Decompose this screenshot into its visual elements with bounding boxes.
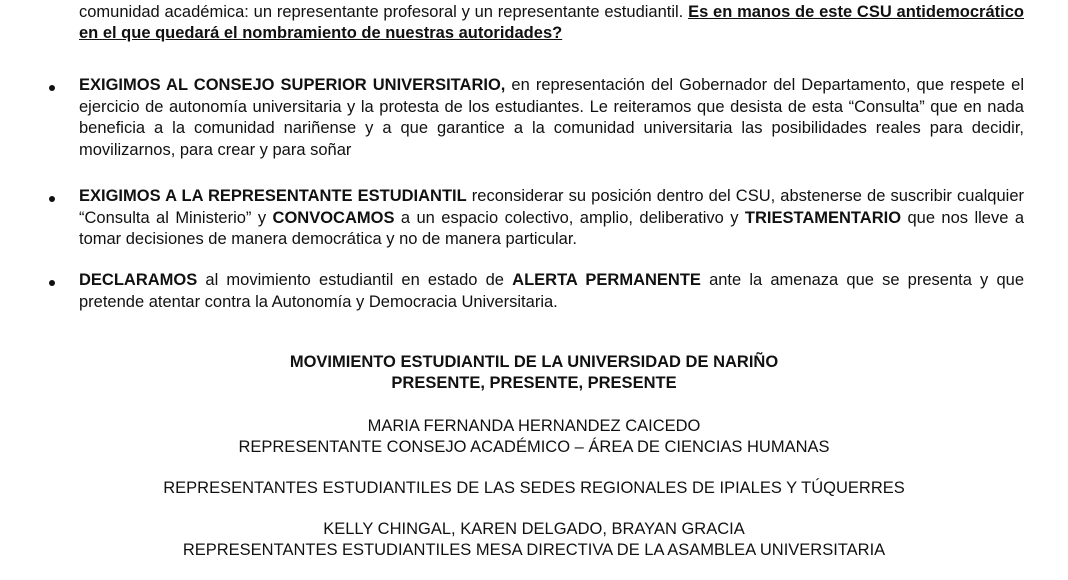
regional-representatives: REPRESENTANTES ESTUDIANTILES DE LAS SEDES REGIONALES DE IPIALES Y TÚQUERRES <box>163 479 905 497</box>
bullet-bold-lead: EXIGIMOS A LA REPRESENTANTE ESTUDIANTIL <box>79 187 467 205</box>
bullet-bold-alerta: ALERTA PERMANENTE <box>512 271 701 289</box>
bullet-text: en representación del Gobernador del Departamento, que respete el ejercicio de autonomía universitaria y la protesta de los estudiantes. Le reiteramos que desista de esta “Consulta” que en nada beneficia a la comunidad nariñense y a que garantice a la comunidad universitaria las posibilidades reales para decidir, movilizarnos, para crear y para soñar <box>79 76 1024 159</box>
assembly-names: KELLY CHINGAL, KAREN DELGADO, BRAYAN GRACIA <box>323 520 745 538</box>
bullet-text: al movimiento estudiantil en estado de <box>197 271 513 289</box>
bullet-text: ante la amenaza que se presenta y que pretende atentar contra la Autonomía y Democracia Universitaria. <box>79 271 1024 311</box>
representative-role: REPRESENTANTE CONSEJO ACADÉMICO – ÁREA DE CIENCIAS HUMANAS <box>238 438 830 456</box>
bullet-bold-triestamentario: TRIESTAMENTARIO <box>744 208 902 227</box>
movement-slogan: PRESENTE, PRESENTE, PRESENTE <box>391 374 677 392</box>
assembly-block <box>0 519 1068 561</box>
bullet-item-consejo <box>79 75 1024 161</box>
assembly-role: REPRESENTANTES ESTUDIANTILES MESA DIRECTIVA DE LA ASAMBLEA UNIVERSITARIA <box>182 541 886 559</box>
bullet-bold-lead: DECLARAMOS <box>79 271 198 289</box>
bullet-bold-convocamos: CONVOCAMOS <box>272 208 395 227</box>
bullet-bold-lead: EXIGIMOS AL CONSEJO SUPERIOR UNIVERSITARIO, <box>79 76 506 94</box>
bullet-item-declaramos <box>79 270 1024 313</box>
intro-paragraph <box>79 2 1024 44</box>
bullet-dot <box>49 280 55 286</box>
bullet-dot <box>49 196 55 202</box>
regional-block <box>0 478 1068 499</box>
representative-block <box>0 416 1068 458</box>
representative-name: MARIA FERNANDA HERNANDEZ CAICEDO <box>367 417 701 435</box>
bullet-text: a un espacio colectivo, amplio, deliberativo y <box>394 208 745 227</box>
bullet-dot <box>49 85 55 91</box>
bullet-text: que nos lleve a tomar decisiones de manera democrática y no de manera particular. <box>79 208 1025 248</box>
intro-emphasis: Es en manos de este CSU antidemocrático en el que quedará el nombramiento de nuestras autoridades? <box>79 3 1024 42</box>
movement-block <box>0 352 1068 394</box>
intro-text: comunidad académica: un representante profesoral y un representante estudiantil. <box>79 3 689 21</box>
bullet-text: reconsiderar su posición dentro del CSU, abstenerse de suscribir cualquier “Consulta al Ministerio” y <box>79 187 1024 227</box>
movement-name: MOVIMIENTO ESTUDIANTIL DE LA UNIVERSIDAD DE NARIÑO <box>289 353 779 371</box>
bullet-item-representante <box>79 186 1024 251</box>
